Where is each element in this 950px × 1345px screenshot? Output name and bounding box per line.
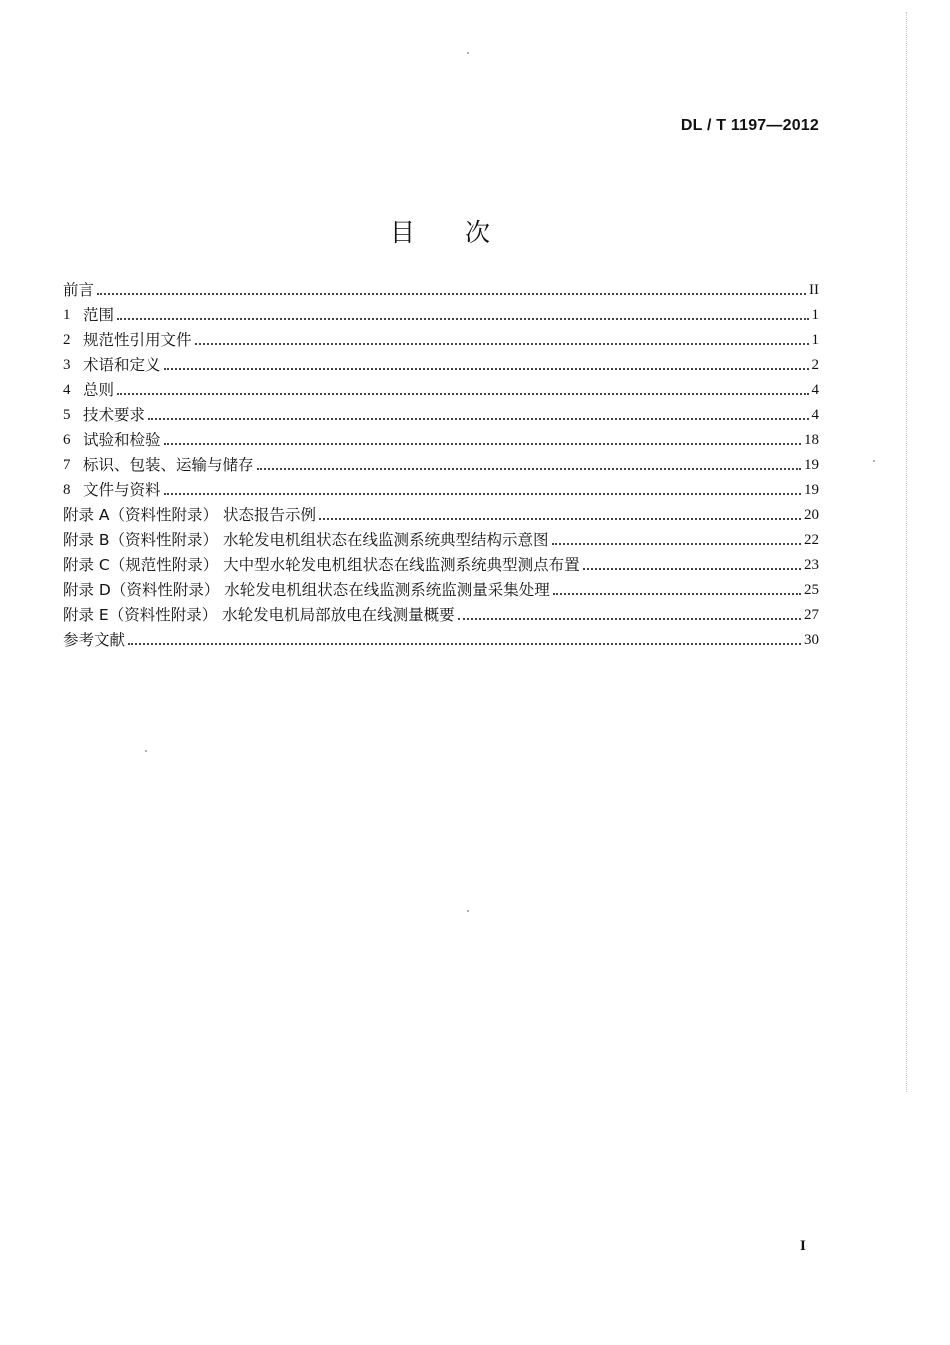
toc-leader-dots xyxy=(128,643,801,645)
toc-leader-dots xyxy=(195,343,809,345)
toc-entry-label: 附录 D（资料性附录） 水轮发电机组状态在线监测系统监测量采集处理 xyxy=(63,581,550,599)
toc-entry-page: 22 xyxy=(804,532,819,548)
toc-entry-label: 技术要求 xyxy=(83,406,146,424)
toc-entry-3[interactable] xyxy=(63,351,819,376)
toc-leader-dots xyxy=(148,418,808,420)
toc-leader-dots xyxy=(458,618,801,620)
toc-entry-7[interactable] xyxy=(63,451,819,476)
toc-entry-page: 23 xyxy=(804,557,819,573)
toc-entry-label: 附录 A（资料性附录） 状态报告示例 xyxy=(63,506,316,524)
toc-entry-page: 19 xyxy=(804,482,819,498)
scan-speck xyxy=(873,460,875,462)
toc-entry-label: 术语和定义 xyxy=(83,356,161,374)
toc-entry-number: 8 xyxy=(63,482,71,498)
toc-entry-number: 7 xyxy=(63,457,71,473)
toc-entry-number: 3 xyxy=(63,357,71,373)
toc-entry-page: 1 xyxy=(811,332,819,348)
toc-entry-page: 20 xyxy=(804,507,819,523)
toc-entry-appendix-c[interactable] xyxy=(63,551,819,576)
toc-entry-label: 附录 C（规范性附录） 大中型水轮发电机组状态在线监测系统典型测点布置 xyxy=(63,556,580,574)
toc-entry-1[interactable] xyxy=(63,301,819,326)
toc-leader-dots xyxy=(583,568,801,570)
toc-leader-dots xyxy=(164,368,809,370)
toc-entry-page: 4 xyxy=(811,382,819,398)
toc-leader-dots xyxy=(164,493,801,495)
toc-entry-label: 附录 E（资料性附录） 水轮发电机局部放电在线测量概要 xyxy=(63,606,455,624)
toc-leader-dots xyxy=(319,518,801,520)
toc-entry-page: 4 xyxy=(811,407,819,423)
toc-entry-label: 试验和检验 xyxy=(83,431,161,449)
scan-edge-line xyxy=(906,12,908,1092)
toc-entry-page: 27 xyxy=(804,607,819,623)
toc-entry-page: 25 xyxy=(804,582,819,598)
toc-entry-label: 附录 B（资料性附录） 水轮发电机组状态在线监测系统典型结构示意图 xyxy=(63,531,549,549)
toc-leader-dots xyxy=(117,318,808,320)
toc-entry-page: 19 xyxy=(804,457,819,473)
toc-leader-dots xyxy=(117,393,808,395)
toc-leader-dots xyxy=(257,468,801,470)
toc-entry-page: 18 xyxy=(804,432,819,448)
toc-entry-label: 参考文献 xyxy=(63,631,126,649)
toc-entry-page: II xyxy=(809,282,819,298)
toc-entry-references[interactable] xyxy=(63,626,819,651)
toc-entry-5[interactable] xyxy=(63,401,819,426)
toc-entry-6[interactable] xyxy=(63,426,819,451)
toc-entry-4[interactable] xyxy=(63,376,819,401)
scan-speck xyxy=(467,910,469,912)
toc-entry-label: 前言 xyxy=(63,281,95,299)
toc-entry-number: 4 xyxy=(63,382,71,398)
toc-leader-dots xyxy=(552,543,802,545)
page-title: 目次 xyxy=(389,217,540,247)
toc-entry-label: 规范性引用文件 xyxy=(83,331,192,349)
toc-entry-label: 标识、包装、运输与储存 xyxy=(83,456,254,474)
toc-entry-appendix-a[interactable] xyxy=(63,501,819,526)
toc-entry-page: 1 xyxy=(811,307,819,323)
toc-entry-label: 文件与资料 xyxy=(83,481,161,499)
toc-entry-page: 30 xyxy=(804,632,819,648)
toc-entry-number: 1 xyxy=(63,307,71,323)
toc-entry-appendix-e[interactable] xyxy=(63,601,819,626)
toc-leader-dots xyxy=(553,593,801,595)
toc-entry-label: 总则 xyxy=(83,381,115,399)
toc-entry-appendix-b[interactable] xyxy=(63,526,819,551)
toc-leader-dots xyxy=(97,293,806,295)
document-code: DL / T 1197—2012 xyxy=(680,117,819,134)
toc-entry-label: 范围 xyxy=(83,306,115,324)
toc-entry-2[interactable] xyxy=(63,326,819,351)
scan-speck xyxy=(467,52,469,54)
toc-entry-page: 2 xyxy=(811,357,819,373)
toc-entry-number: 5 xyxy=(63,407,71,423)
table-of-contents xyxy=(63,276,819,651)
toc-entry-number: 2 xyxy=(63,332,71,348)
toc-entry-preface[interactable] xyxy=(63,276,819,301)
page-number: I xyxy=(800,1238,806,1254)
scan-speck xyxy=(145,750,147,752)
toc-entry-appendix-d[interactable] xyxy=(63,576,819,601)
toc-leader-dots xyxy=(164,443,801,445)
toc-entry-number: 6 xyxy=(63,432,71,448)
toc-entry-8[interactable] xyxy=(63,476,819,501)
